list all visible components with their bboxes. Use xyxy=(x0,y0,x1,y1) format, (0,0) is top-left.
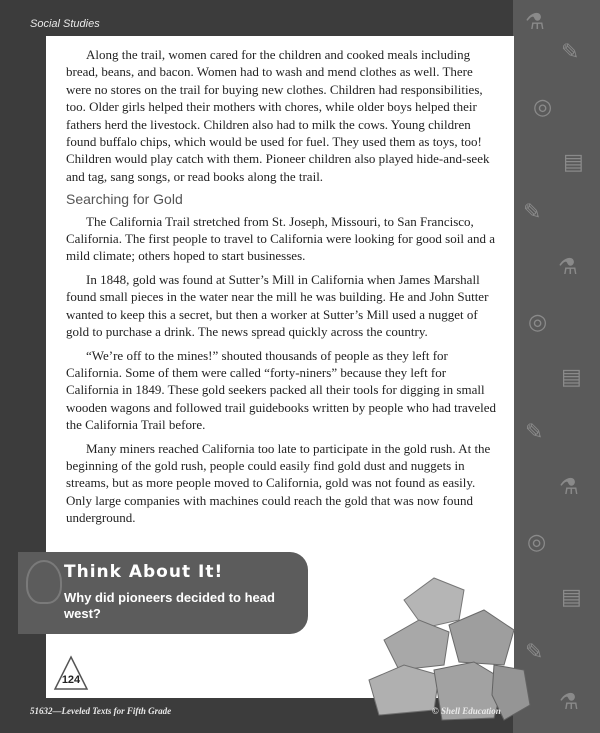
globe-icon: ◎ xyxy=(533,95,553,120)
paragraph: Along the trail, women cared for the children and cooked meals including bread, beans, and bacon. Women had to wash and mend clothes as well. There were no stores on the trail for buying new clothes. Children had responsibilities, too. Older girls helped their mothers with chores, while older boys helped their fathers herd the livestock. Children also had to milk the cows. Young children found buffalo chips, which would be used for fuel. They used them as toys, too! Children would play catch with them. Pioneer children also played hide-and-seek and tag, sang songs, or read books along the trail. xyxy=(66,47,490,184)
flask-icon: ⚗ xyxy=(559,690,579,715)
section-heading: Searching for Gold xyxy=(66,191,183,208)
pencil-icon: ✎ xyxy=(525,640,544,665)
footer-copyright: © Shell Education xyxy=(432,706,501,716)
page-number xyxy=(53,655,89,691)
article-body xyxy=(66,46,498,533)
subject-label: Social Studies xyxy=(30,18,100,30)
globe-icon: ◎ xyxy=(527,530,547,555)
book-icon: ▤ xyxy=(561,365,582,390)
rock-pile-image xyxy=(364,570,532,726)
paragraph: “We’re off to the mines!” shouted thousands of people as they left for California. Some of them were called “forty-niners” because they left for California in 1849. These gold seekers packed all their tools for digging in small wooden wagons and followed trail guidebooks written by people who had traveled the California Trail before. xyxy=(66,347,496,433)
globe-icon: ◎ xyxy=(528,310,548,335)
think-about-it-box xyxy=(18,552,308,634)
think-about-it-question: Why did pioneers decided to head west? xyxy=(64,590,275,621)
page-number-text: 124 xyxy=(61,674,81,686)
pencil-icon: ✎ xyxy=(525,420,544,445)
pencil-icon: ✎ xyxy=(523,200,542,225)
pencil-icon: ✎ xyxy=(561,40,580,65)
flask-icon: ⚗ xyxy=(559,475,579,500)
flask-icon: ⚗ xyxy=(558,255,578,280)
paragraph: Many miners reached California too late to participate in the gold rush. At the beginning of the gold rush, people could easily find gold dust and nuggets in streams, but as more people moved to California, gold was not found as easily. Only large companies with machines could reach the gold that was now found underground. xyxy=(66,440,491,526)
footer-title: 51632—Leveled Texts for Fifth Grade xyxy=(30,706,172,716)
lightbulb-icon xyxy=(26,560,62,604)
book-icon: ▤ xyxy=(563,150,584,175)
paragraph: The California Trail stretched from St. Joseph, Missouri, to San Francisco, California. The first people to travel to California were looking for good soil and a mild climate; others hoped to start businesses. xyxy=(66,213,496,264)
think-about-it-title: Think About It! xyxy=(64,562,224,582)
paragraph: In 1848, gold was found at Sutter’s Mill in California when James Marshall found small pieces in the water near the mill he was building. He and John Sutter wanted to keep this a secret, but then a worker at Sutter’s Mill used a nugget of gold to purchase a drink. The news spread quickly across the country. xyxy=(66,271,489,340)
book-icon: ▤ xyxy=(561,585,582,610)
flask-icon: ⚗ xyxy=(525,10,545,35)
